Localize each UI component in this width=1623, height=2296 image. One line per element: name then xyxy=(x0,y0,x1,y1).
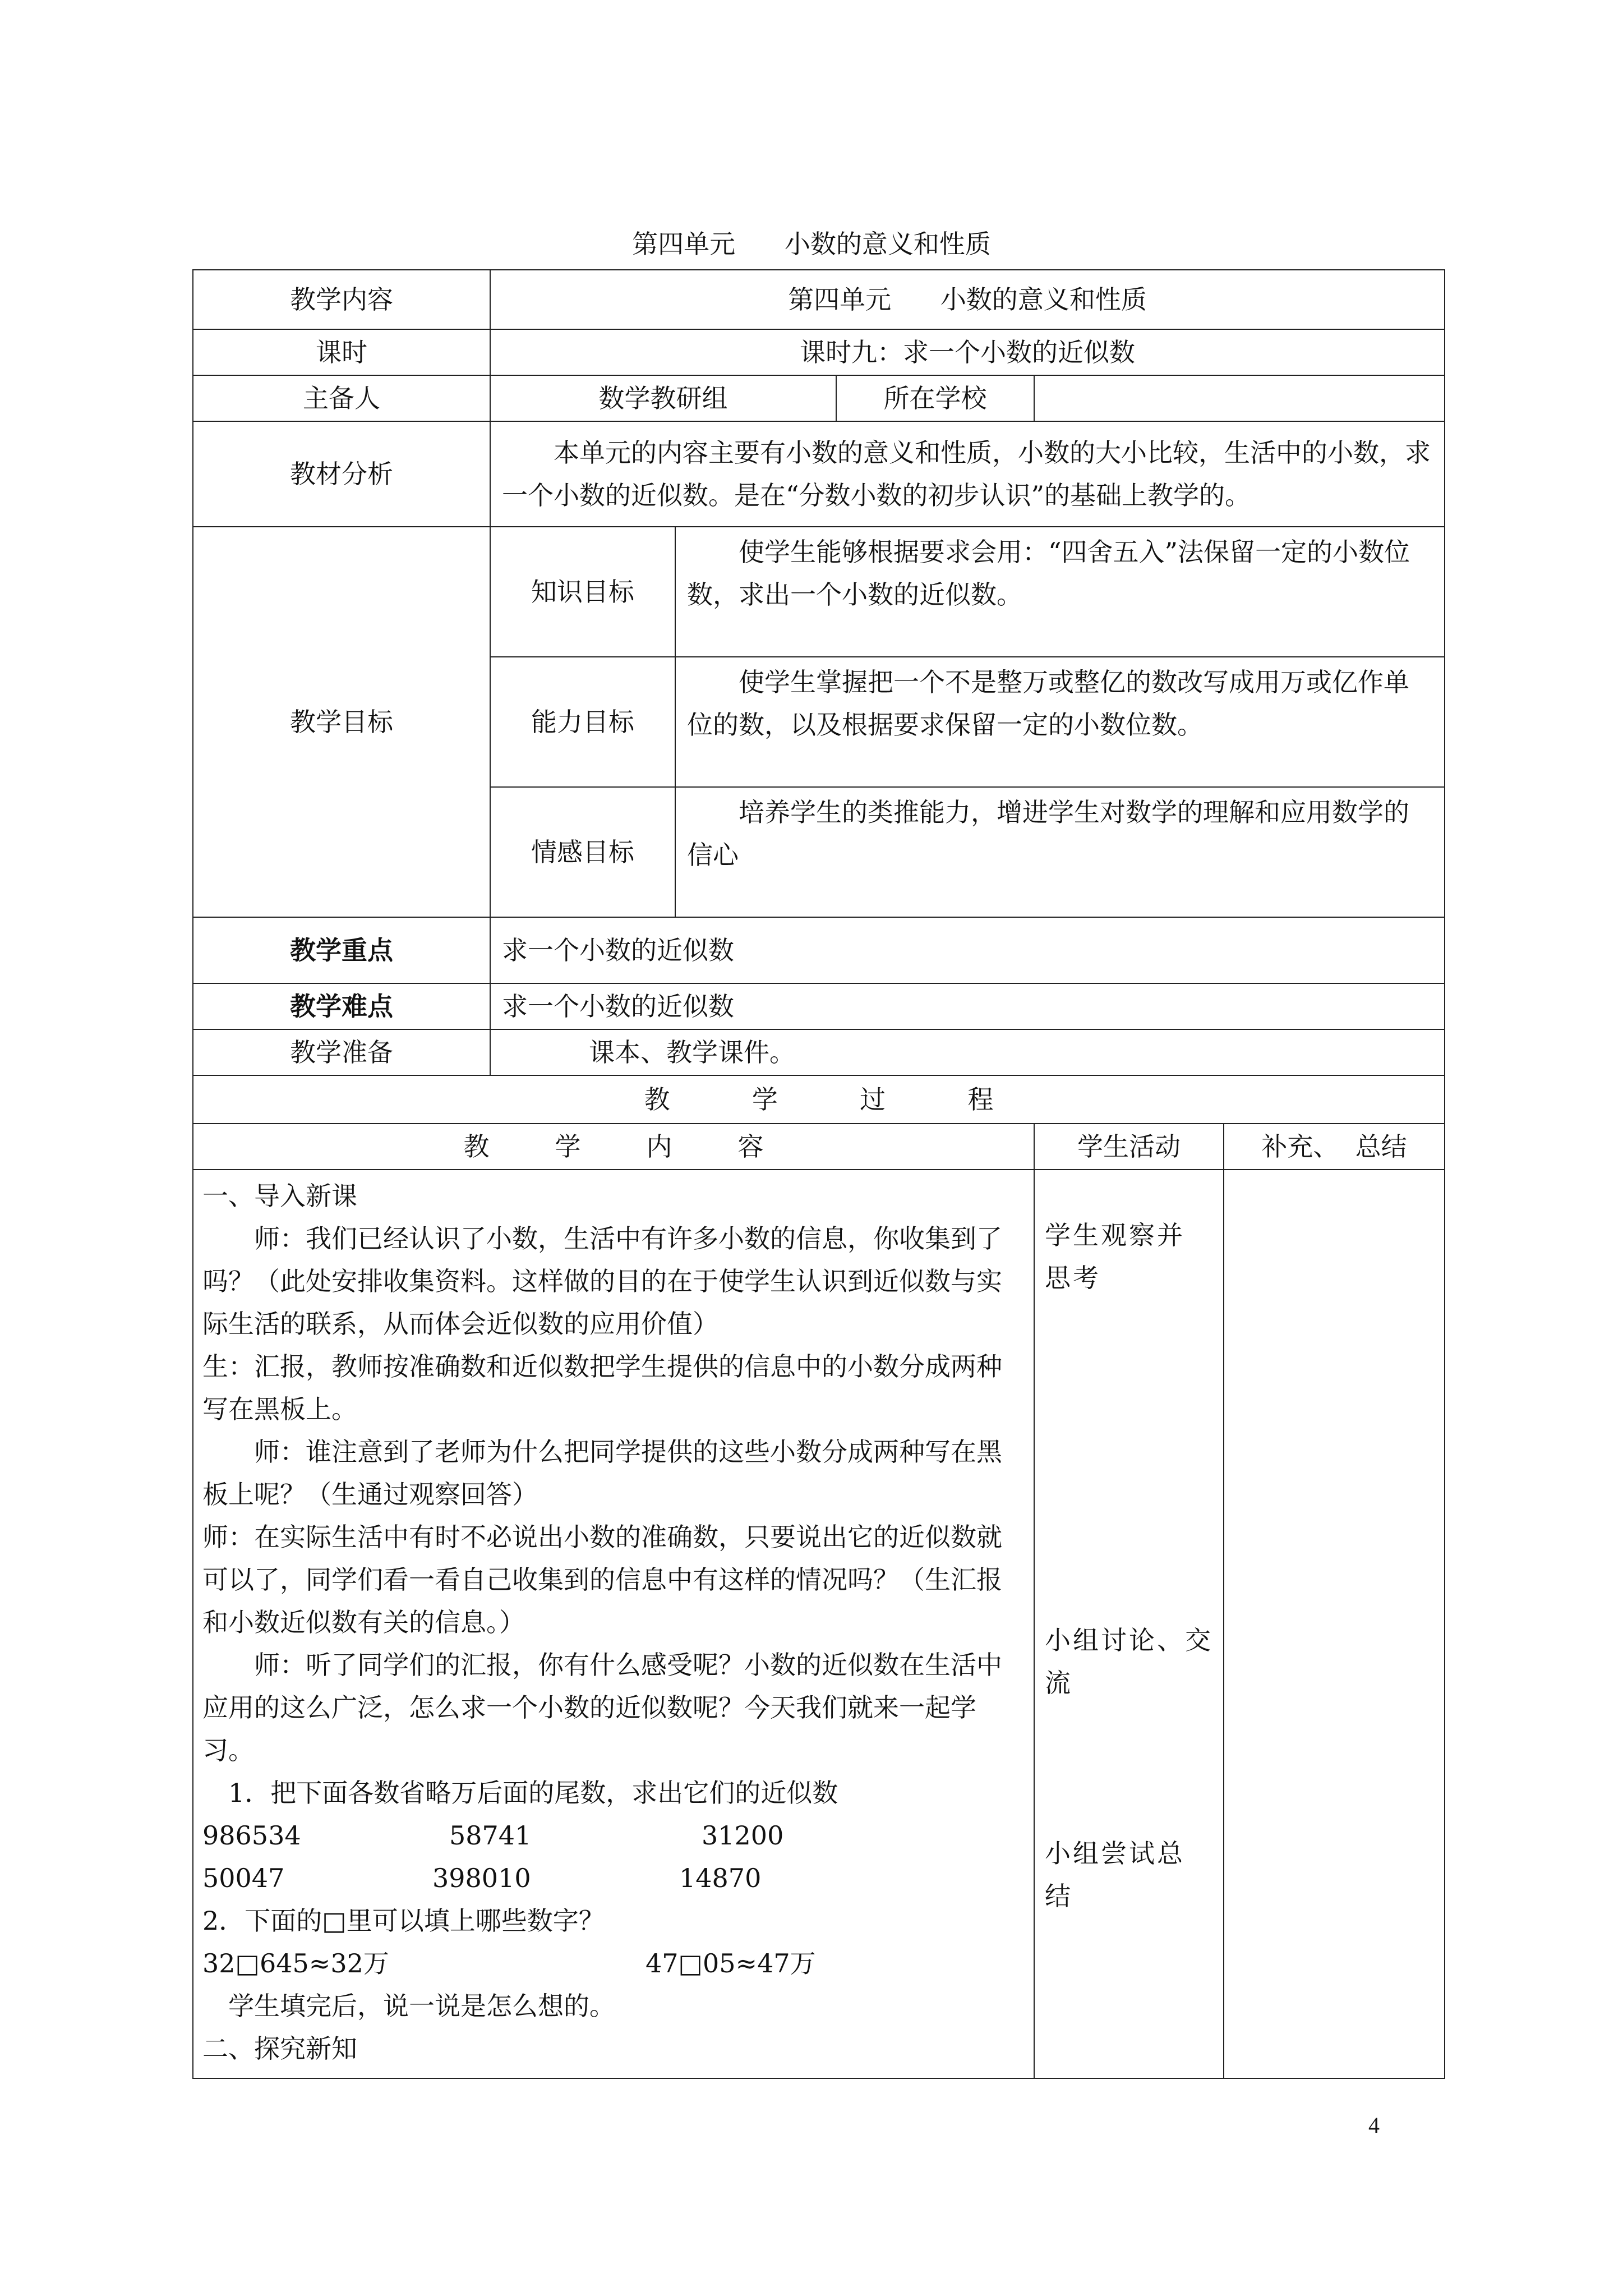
value-key-point: 求一个小数的近似数 xyxy=(490,917,1445,983)
exercise-1: 1．把下面各数省略万后面的尾数，求出它们的近似数 xyxy=(228,1778,838,1808)
page-number: 4 xyxy=(1368,2113,1380,2138)
row-lesson xyxy=(193,329,1445,375)
row-process-columns xyxy=(193,1124,1445,1170)
label-preparation: 教学准备 xyxy=(193,1029,490,1075)
exercise-1-number: 14870 xyxy=(679,1863,762,1893)
exercise-2: 2．下面的□里可以填上哪些数字？ xyxy=(202,1906,605,1936)
row-preparer xyxy=(193,375,1445,421)
exercise-1-row-1 xyxy=(202,1814,1025,1857)
activity-2-line-1: 小组讨论、交 xyxy=(1045,1625,1213,1655)
col-header-content: 教 学 内 容 xyxy=(193,1124,1034,1170)
intro-paragraph-5: 师：听了同学们的汇报，你有什么感受呢？小数的近似数在生活中应用的这么广泛，怎么求一个小数的近似数呢？今天我们就来一起学习。 xyxy=(202,1650,1002,1765)
value-goal-ability: 使学生掌握把一个不是整万或整亿的数改写成用万或亿作单位的数，以及根据要求保留一定的小数位数。 xyxy=(675,657,1445,787)
exercise-1-number: 50047 xyxy=(202,1863,285,1893)
value-teaching-content: 第四单元 小数的意义和性质 xyxy=(490,270,1445,329)
exercise-1-number: 58741 xyxy=(449,1820,532,1851)
value-goal-knowledge: 使学生能够根据要求会用：“四舍五入”法保留一定的小数位数，求出一个小数的近似数。 xyxy=(675,527,1445,657)
value-school xyxy=(1034,375,1445,421)
exercise-1-number: 398010 xyxy=(432,1863,531,1893)
activity-1-line-1: 学生观察并 xyxy=(1045,1220,1185,1250)
exercise-1-row-2 xyxy=(202,1857,1025,1899)
label-key-point: 教学重点 xyxy=(193,917,490,983)
exercise-2-item-a: 32□645≈32万 xyxy=(202,1948,389,1978)
row-process-body xyxy=(193,1170,1445,2078)
value-analysis: 本单元的内容主要有小数的意义和性质，小数的大小比较，生活中的小数，求一个小数的近似数。是在“分数小数的初步认识”的基础上教学的。 xyxy=(490,421,1445,527)
value-preparer: 数学教研组 xyxy=(490,375,836,421)
process-header: 教 学 过 程 xyxy=(193,1075,1445,1124)
label-lesson: 课时 xyxy=(193,329,490,375)
activity-3-line-2: 结 xyxy=(1045,1881,1073,1911)
value-difficulty: 求一个小数的近似数 xyxy=(490,983,1445,1029)
document-title: 第四单元 小数的意义和性质 xyxy=(632,229,991,259)
exercise-2-item-b: 47□05≈47万 xyxy=(645,1948,816,1978)
row-process-header xyxy=(193,1075,1445,1124)
lesson-plan-table xyxy=(192,269,1445,2079)
intro-paragraph-3: 师：谁注意到了老师为什么把同学提供的这些小数分成两种写在黑板上呢？（生通过观察回答） xyxy=(202,1437,1002,1510)
value-preparation: 课本、教学课件。 xyxy=(490,1029,1445,1075)
label-teaching-content: 教学内容 xyxy=(193,270,490,329)
row-preparation xyxy=(193,1029,1445,1075)
row-goal-knowledge xyxy=(193,527,1445,657)
process-content xyxy=(193,1170,1034,2078)
label-school: 所在学校 xyxy=(836,375,1034,421)
row-analysis xyxy=(193,421,1445,527)
col-header-activity: 学生活动 xyxy=(1034,1124,1224,1170)
row-difficulty xyxy=(193,983,1445,1029)
student-activities xyxy=(1034,1170,1224,2078)
activity-1-line-2: 思考 xyxy=(1045,1263,1101,1293)
exercise-1-number: 986534 xyxy=(202,1820,301,1851)
section-explore-title: 二、探究新知 xyxy=(202,2033,357,2064)
intro-paragraph-4: 师：在实际生活中有时不必说出小数的准确数，只要说出它的近似数就可以了，同学们看一看自己收集到的信息中有这样的情况吗？（生汇报和小数近似数有关的信息。） xyxy=(202,1522,1002,1637)
value-lesson: 课时九：求一个小数的近似数 xyxy=(490,329,1445,375)
activity-2-line-2: 流 xyxy=(1045,1668,1073,1698)
col-header-summary: 补充、 总结 xyxy=(1224,1124,1445,1170)
row-key-point xyxy=(193,917,1445,983)
label-goals: 教学目标 xyxy=(193,527,490,917)
intro-paragraph-1: 师：我们已经认识了小数，生活中有许多小数的信息，你收集到了吗？（此处安排收集资料。这样做的目的在于使学生认识到近似数与实际生活的联系，从而体会近似数的应用价值） xyxy=(202,1223,1002,1339)
label-analysis: 教材分析 xyxy=(193,421,490,527)
value-goal-emotion: 培养学生的类推能力，增进学生对数学的理解和应用数学的信心 xyxy=(675,787,1445,917)
row-content xyxy=(193,270,1445,329)
label-preparer: 主备人 xyxy=(193,375,490,421)
label-difficulty: 教学难点 xyxy=(193,983,490,1029)
label-goal-ability: 能力目标 xyxy=(490,657,675,787)
summary-column xyxy=(1224,1170,1445,2078)
section-intro-title: 一、导入新课 xyxy=(202,1181,357,1211)
label-goal-emotion: 情感目标 xyxy=(490,787,675,917)
intro-paragraph-2: 生：汇报，教师按准确数和近似数把学生提供的信息中的小数分成两种写在黑板上。 xyxy=(202,1351,1002,1424)
exercise-2-note: 学生填完后，说一说是怎么想的。 xyxy=(228,1991,615,2021)
activity-3-line-1: 小组尝试总 xyxy=(1045,1838,1185,1869)
label-goal-knowledge: 知识目标 xyxy=(490,527,675,657)
exercise-2-items xyxy=(202,1942,1025,1985)
exercise-1-number: 31200 xyxy=(702,1820,784,1851)
